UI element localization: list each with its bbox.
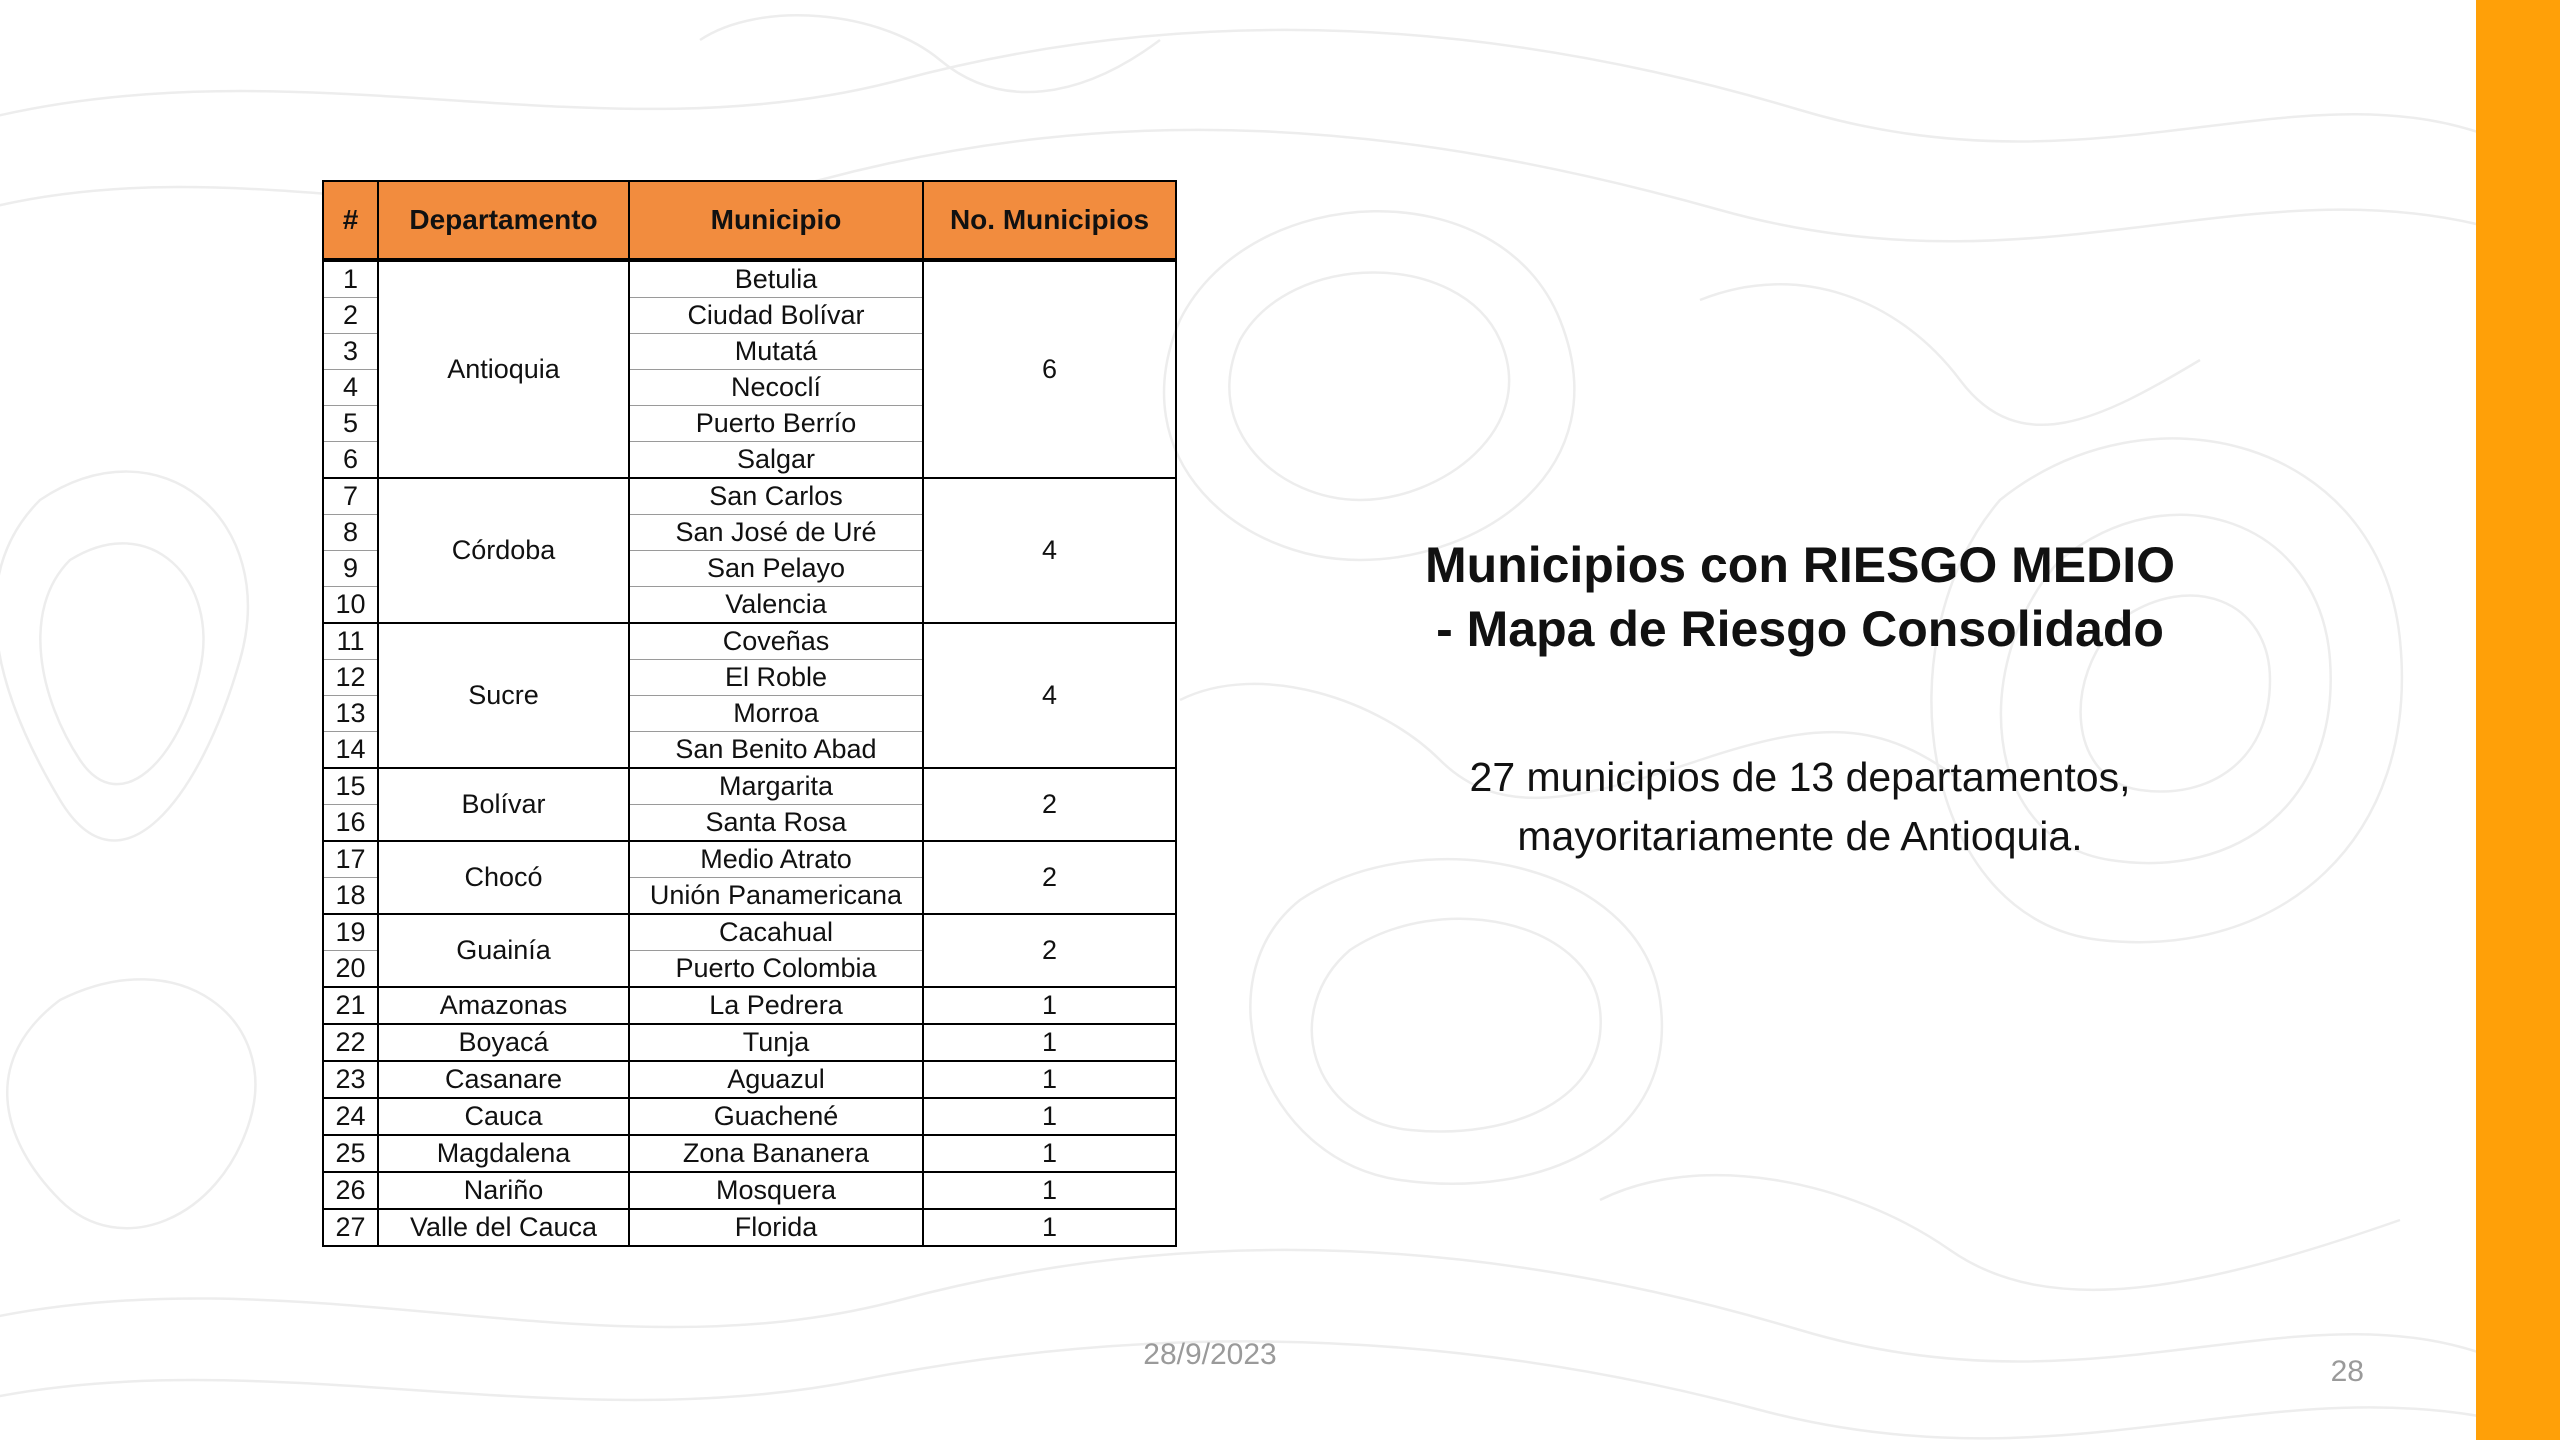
count-cell: 6 (923, 260, 1176, 478)
row-number-cell: 27 (323, 1209, 378, 1246)
municipio-cell: San Pelayo (629, 551, 923, 587)
municipio-cell: Medio Atrato (629, 841, 923, 878)
header-departamento: Departamento (378, 181, 629, 260)
municipio-cell: San Carlos (629, 478, 923, 515)
municipio-cell: La Pedrera (629, 987, 923, 1024)
row-number-cell: 21 (323, 987, 378, 1024)
side-title-line-2: - Mapa de Riesgo Consolidado (1436, 601, 2164, 657)
table-row (323, 1098, 1176, 1135)
table-row (323, 478, 1176, 515)
municipio-cell: Morroa (629, 696, 923, 732)
side-title-line-1: Municipios con RIESGO MEDIO (1424, 537, 2176, 593)
departamento-cell: Casanare (378, 1061, 629, 1098)
table-row (323, 914, 1176, 951)
row-number-cell: 12 (323, 660, 378, 696)
municipio-cell: Florida (629, 1209, 923, 1246)
header-municipio: Municipio (629, 181, 923, 260)
departamento-cell: Amazonas (378, 987, 629, 1024)
row-number-cell: 20 (323, 951, 378, 988)
row-number-cell: 24 (323, 1098, 378, 1135)
municipio-cell: Margarita (629, 768, 923, 805)
municipio-cell: Unión Panamericana (629, 878, 923, 915)
municipio-cell: Necoclí (629, 370, 923, 406)
row-number-cell: 10 (323, 587, 378, 624)
table-row (323, 1024, 1176, 1061)
row-number-cell: 4 (323, 370, 378, 406)
table-row (323, 1135, 1176, 1172)
row-number-cell: 17 (323, 841, 378, 878)
row-number-cell: 2 (323, 298, 378, 334)
municipio-cell: Puerto Berrío (629, 406, 923, 442)
row-number-cell: 7 (323, 478, 378, 515)
municipio-cell: Coveñas (629, 623, 923, 660)
departamento-cell: Valle del Cauca (378, 1209, 629, 1246)
row-number-cell: 5 (323, 406, 378, 442)
row-number-cell: 16 (323, 805, 378, 842)
departamento-cell: Chocó (378, 841, 629, 914)
row-number-cell: 11 (323, 623, 378, 660)
page-number: 28 (2330, 1355, 2364, 1388)
row-number-cell: 22 (323, 1024, 378, 1061)
side-title (1300, 533, 2300, 661)
municipio-cell: Mutatá (629, 334, 923, 370)
count-cell: 1 (923, 1024, 1176, 1061)
header-no-municipios: No. Municipios (923, 181, 1176, 260)
count-cell: 2 (923, 768, 1176, 841)
row-number-cell: 14 (323, 732, 378, 769)
municipio-cell: San José de Uré (629, 515, 923, 551)
table-row (323, 987, 1176, 1024)
table-header-row (323, 181, 1176, 260)
departamento-cell: Antioquia (378, 260, 629, 478)
footer-date: 28/9/2023 (1143, 1338, 1277, 1371)
row-number-cell: 15 (323, 768, 378, 805)
departamento-cell: Boyacá (378, 1024, 629, 1061)
departamento-cell: Guainía (378, 914, 629, 987)
departamento-cell: Nariño (378, 1172, 629, 1209)
departamento-cell: Córdoba (378, 478, 629, 623)
table-row (323, 623, 1176, 660)
row-number-cell: 26 (323, 1172, 378, 1209)
count-cell: 2 (923, 914, 1176, 987)
municipio-cell: Aguazul (629, 1061, 923, 1098)
municipio-cell: El Roble (629, 660, 923, 696)
count-cell: 1 (923, 1172, 1176, 1209)
municipio-cell: Valencia (629, 587, 923, 624)
municipio-cell: Santa Rosa (629, 805, 923, 842)
row-number-cell: 6 (323, 442, 378, 479)
row-number-cell: 9 (323, 551, 378, 587)
table-row (323, 260, 1176, 298)
departamento-cell: Bolívar (378, 768, 629, 841)
municipio-cell: Cacahual (629, 914, 923, 951)
side-description (1300, 748, 2300, 866)
municipio-cell: Mosquera (629, 1172, 923, 1209)
row-number-cell: 13 (323, 696, 378, 732)
row-number-cell: 3 (323, 334, 378, 370)
count-cell: 1 (923, 987, 1176, 1024)
table-row (323, 768, 1176, 805)
side-description-line-2: mayoritariamente de Antioquia. (1517, 813, 2083, 859)
table-row (323, 1061, 1176, 1098)
count-cell: 1 (923, 1098, 1176, 1135)
table-body (323, 260, 1176, 1246)
row-number-cell: 18 (323, 878, 378, 915)
municipio-cell: San Benito Abad (629, 732, 923, 769)
table-row (323, 1172, 1176, 1209)
municipio-cell: Zona Bananera (629, 1135, 923, 1172)
risk-table (322, 180, 1177, 1247)
municipio-cell: Guachené (629, 1098, 923, 1135)
count-cell: 4 (923, 623, 1176, 768)
departamento-cell: Cauca (378, 1098, 629, 1135)
accent-bar (2476, 0, 2560, 1440)
row-number-cell: 8 (323, 515, 378, 551)
municipio-cell: Ciudad Bolívar (629, 298, 923, 334)
row-number-cell: 19 (323, 914, 378, 951)
count-cell: 1 (923, 1135, 1176, 1172)
count-cell: 1 (923, 1209, 1176, 1246)
count-cell: 2 (923, 841, 1176, 914)
header-number: # (323, 181, 378, 260)
table-row (323, 1209, 1176, 1246)
departamento-cell: Magdalena (378, 1135, 629, 1172)
row-number-cell: 1 (323, 260, 378, 298)
side-description-line-1: 27 municipios de 13 departamentos, (1469, 754, 2131, 800)
row-number-cell: 25 (323, 1135, 378, 1172)
count-cell: 1 (923, 1061, 1176, 1098)
departamento-cell: Sucre (378, 623, 629, 768)
table-row (323, 841, 1176, 878)
municipio-cell: Puerto Colombia (629, 951, 923, 988)
row-number-cell: 23 (323, 1061, 378, 1098)
municipio-cell: Betulia (629, 260, 923, 298)
municipio-cell: Tunja (629, 1024, 923, 1061)
count-cell: 4 (923, 478, 1176, 623)
municipio-cell: Salgar (629, 442, 923, 479)
